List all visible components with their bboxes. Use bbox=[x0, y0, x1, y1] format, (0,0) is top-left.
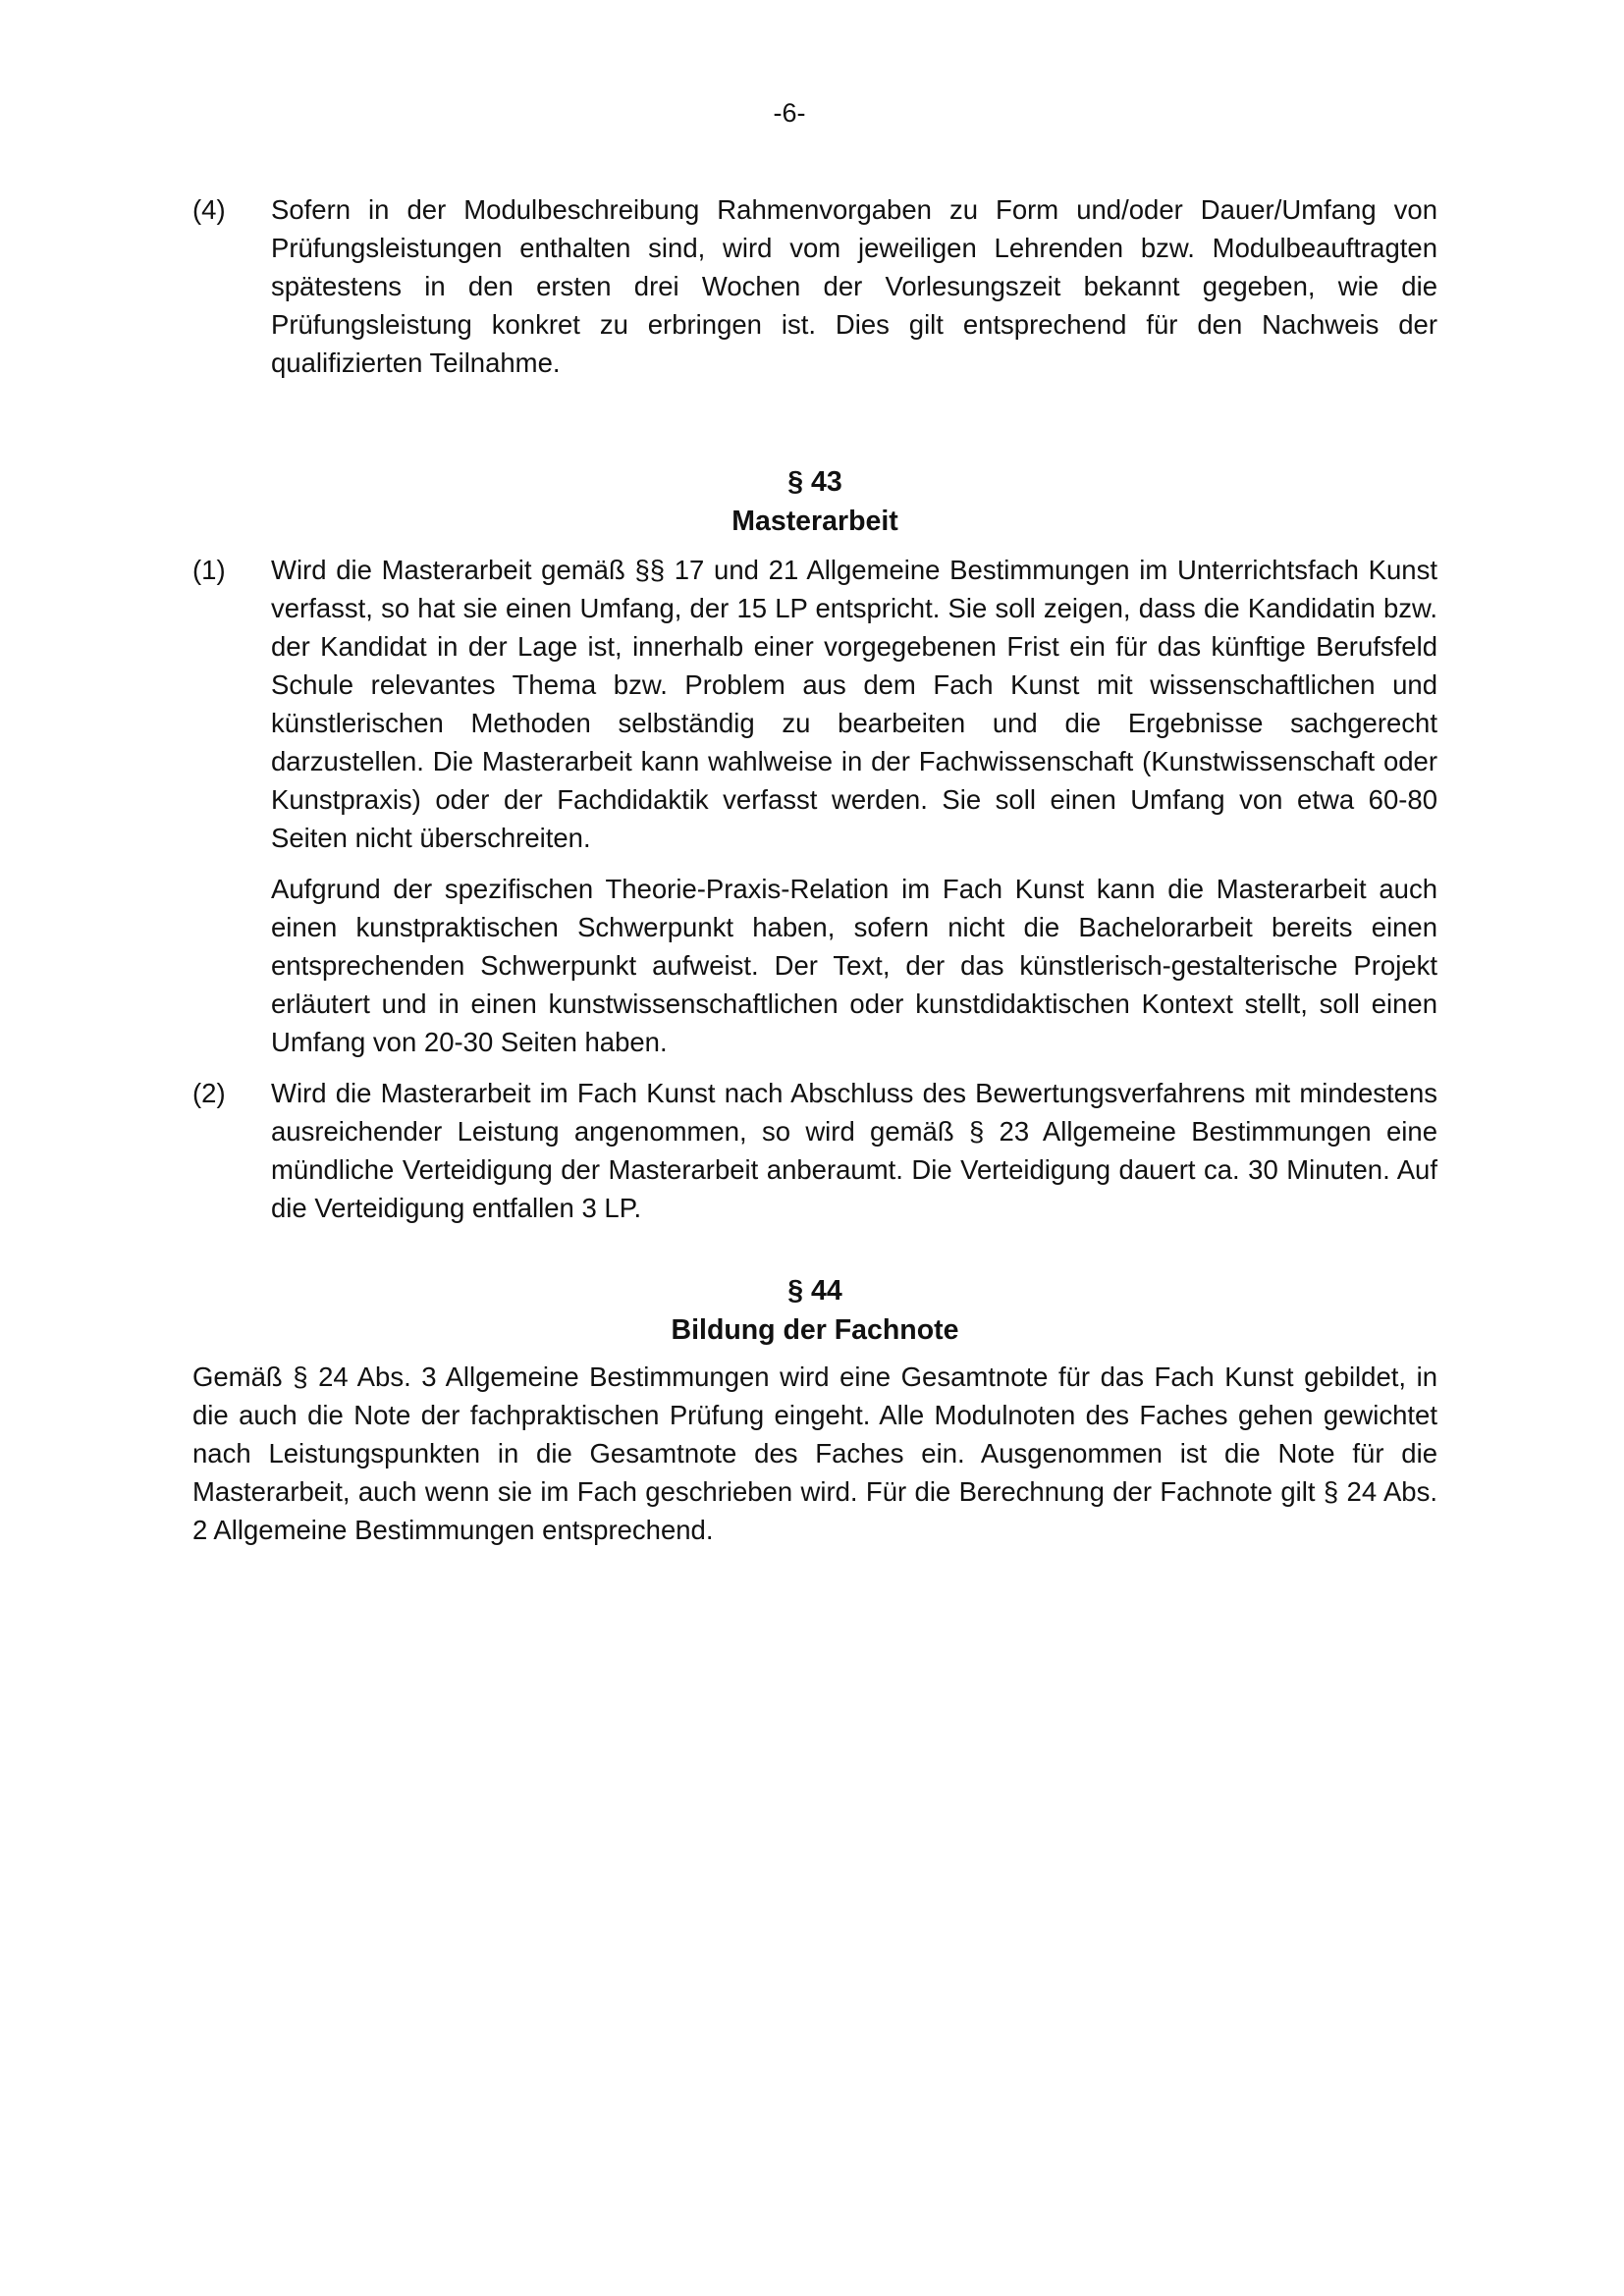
paragraph-number: (1) bbox=[192, 555, 226, 585]
spacer bbox=[192, 1350, 1437, 1358]
paragraph-number: (4) bbox=[192, 194, 226, 225]
paragraph-body bbox=[271, 551, 1437, 1061]
paragraph-text: Wird die Masterarbeit im Fach Kunst nach Abschluss des Bewertungsverfahrens mit mindestens ausreichender Leistung angenommen, so wird gemäß § 23 Allgemeine Bestimmungen eine mündliche Verteidigung der Masterarbeit anberaumt. Die Verteidigung dauert ca. 30 Minuten. Auf die Verteidigung entfallen 3 LP. bbox=[271, 1078, 1437, 1223]
spacer bbox=[192, 382, 1437, 462]
page-number: -6- bbox=[773, 98, 806, 128]
section-43-paragraph-1 bbox=[192, 551, 1437, 1061]
paragraph-text: Sofern in der Modulbeschreibung Rahmenvorgaben zu Form und/oder Dauer/Umfang von Prüfungsleistungen enthalten sind, wird vom jeweiligen Lehrenden bzw. Modulbeauftragten spätestens in den ersten drei Wochen der Vorlesungszeit bekannt gegeben, wie die Prüfungsleistung konkret zu erbringen ist. Dies gilt entsprechend für den Nachweis der qualifizierten Teilnahme. bbox=[271, 194, 1437, 378]
spacer bbox=[192, 1227, 1437, 1271]
paragraph-body bbox=[271, 1074, 1437, 1227]
section-43-heading bbox=[192, 462, 1437, 541]
section-number: § 44 bbox=[787, 1275, 842, 1307]
section-44-heading bbox=[192, 1271, 1437, 1350]
paragraph-4 bbox=[192, 190, 1437, 382]
paragraph-body bbox=[271, 190, 1437, 382]
section-43-paragraph-2 bbox=[192, 1074, 1437, 1227]
page-content bbox=[192, 190, 1437, 1549]
section-title: Masterarbeit bbox=[731, 506, 898, 537]
paragraph-text: Aufgrund der spezifischen Theorie-Praxis-Relation im Fach Kunst kann die Masterarbeit auch einen kunstpraktischen Schwerpunkt haben, sofern nicht die Bachelorarbeit bereits einen entsprechenden Schwerpunkt aufweist. Der Text, der das künstlerisch-gestalterische Projekt erläutert und in einen kunstwissenschaftlichen oder kunstdidaktischen Kontext stellt, soll einen Umfang von 20-30 Seiten haben. bbox=[271, 874, 1437, 1057]
section-44-text: Gemäß § 24 Abs. 3 Allgemeine Bestimmungen wird eine Gesamtnote für das Fach Kunst gebildet, in die auch die Note der fachpraktischen Prüfung eingeht. Alle Modulnoten des Faches gehen gewichtet nach Leistungspunkten in die Gesamtnote des Faches ein. Ausgenommen ist die Note für die Masterarbeit, auch wenn sie im Fach geschrieben wird. Für die Berechnung der Fachnote gilt § 24 Abs. 2 Allgemeine Bestimmungen entsprechend. bbox=[192, 1362, 1437, 1545]
spacer bbox=[192, 1061, 1437, 1074]
spacer bbox=[192, 541, 1437, 551]
paragraph-number: (2) bbox=[192, 1078, 226, 1108]
section-title: Bildung der Fachnote bbox=[671, 1314, 959, 1346]
paragraph-text: Wird die Masterarbeit gemäß §§ 17 und 21 Allgemeine Bestimmungen im Unterrichtsfach Kunst verfasst, so hat sie einen Umfang, der 15 LP entspricht. Sie soll zeigen, dass die Kandidatin bzw. der Kandidat in der Lage ist, innerhalb einer vorgegebenen Frist ein für das künftige Berufsfeld Schule relevantes Thema bzw. Problem aus dem Fach Kunst mit wissenschaftlichen und künstlerischen Methoden selbständig zu bearbeiten und die Ergebnisse sachgerecht darzustellen. Die Masterarbeit kann wahlweise in der Fachwissenschaft (Kunstwissenschaft oder Kunstpraxis) oder der Fachdidaktik verfasst werden. Sie soll einen Umfang von etwa 60-80 Seiten nicht überschreiten. bbox=[271, 555, 1437, 853]
section-number: § 43 bbox=[787, 466, 842, 498]
